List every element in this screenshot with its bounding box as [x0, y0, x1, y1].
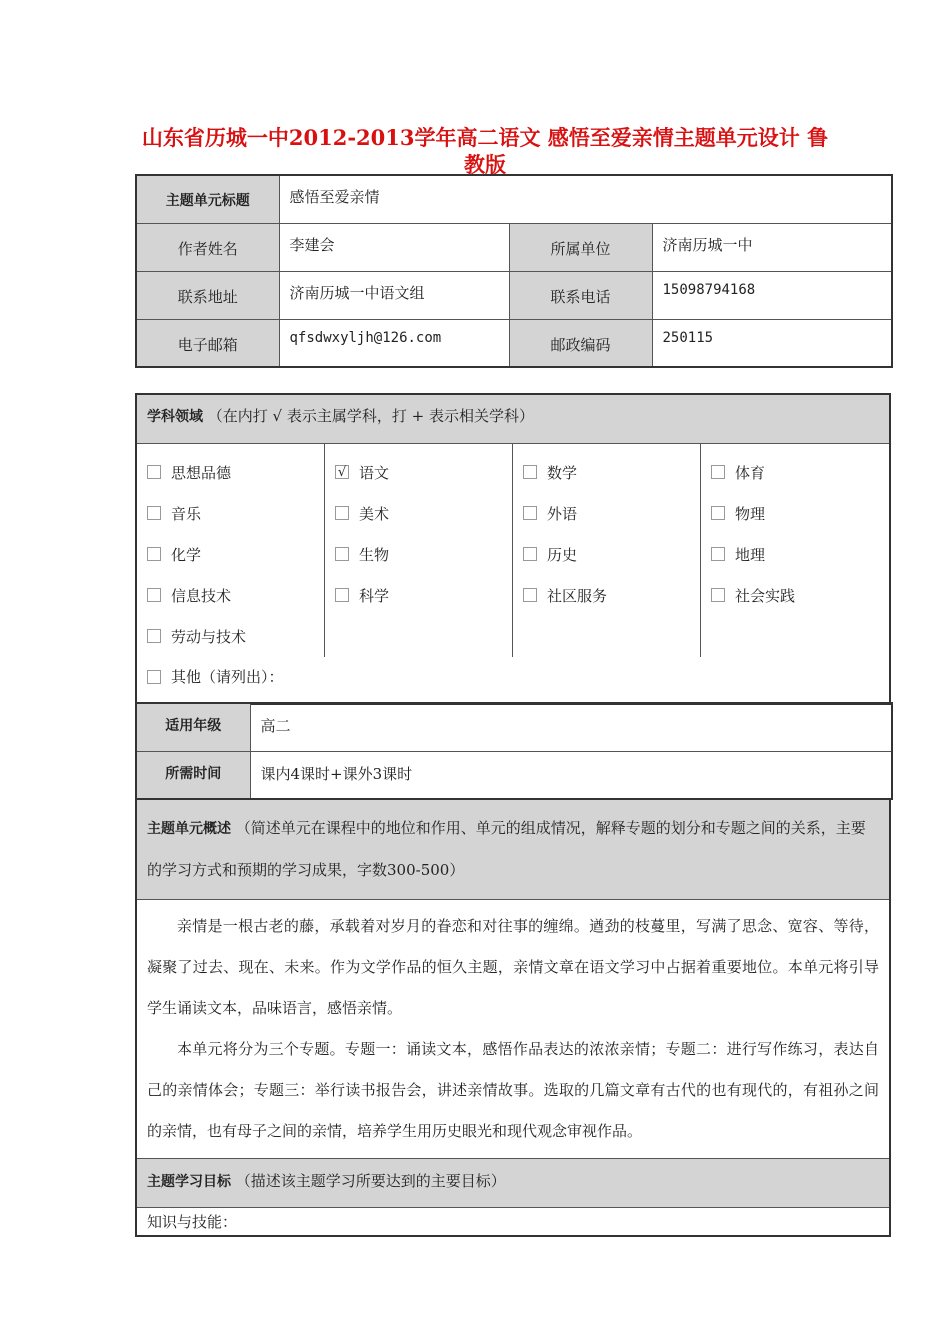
address-value: 济南历城一中语文组: [279, 271, 509, 319]
other-subject-cell: [136, 657, 890, 704]
unit-value: 济南历城一中: [652, 223, 892, 271]
subject-label: 语文: [359, 463, 390, 482]
subject-label: 生物: [359, 545, 390, 564]
subject-checkbox[interactable]: [335, 547, 349, 561]
subject-checkbox[interactable]: [147, 629, 161, 643]
email-value: qfsdwxyljh@126.com: [279, 319, 509, 367]
subject-item[interactable]: [147, 534, 324, 575]
zip-label: 邮政编码: [509, 319, 652, 367]
subject-label: 美术: [359, 504, 390, 523]
overview-paragraph-2: 本单元将分为三个专题。专题一：诵读文本，感悟作品表达的浓浓亲情；专题二：进行写作练习，表达自己的亲情体会；专题三：举行读书报告会，讲述亲情故事。选取的几篇文章有古代的也有现代的，有祖孙之间的亲情，也有母子之间的亲情，培养学生用历史眼光和现代观念审视作品。: [147, 1040, 879, 1140]
subject-label: 社会实践: [735, 586, 796, 605]
subject-checkbox[interactable]: [147, 547, 161, 561]
zip-value: 250115: [652, 319, 892, 367]
goals-label: 主题学习目标: [147, 1174, 231, 1190]
subject-checkbox[interactable]: [523, 465, 537, 479]
author-label: 作者姓名: [136, 223, 279, 271]
subject-checkbox[interactable]: [711, 547, 725, 561]
overview-label: 主题单元概述: [147, 821, 231, 837]
overview-paragraph-1: 亲情是一根古老的藤，承载着对岁月的眷恋和对往事的缠绵。遒劲的枝蔓里，写满了思念、宽容、等待，凝聚了过去、现在、未来。作为文学作品的恒久主题，亲情文章在语文学习中占据着重要地位。本单元将引导学生诵读文本，品味语言，感悟亲情。: [147, 917, 879, 1017]
subject-checkbox[interactable]: [711, 506, 725, 520]
subject-item[interactable]: [147, 493, 324, 534]
subjects-cell: [136, 443, 890, 657]
subject-item[interactable]: [147, 452, 324, 493]
subject-column: [701, 444, 889, 657]
subject-item[interactable]: [335, 493, 512, 534]
subject-label: 地理: [735, 545, 766, 564]
subject-checkbox[interactable]: [335, 506, 349, 520]
overview-table: [135, 798, 891, 1237]
grade-label: 适用年级: [136, 703, 250, 751]
time-value: 课内4课时+课外3课时: [250, 751, 892, 799]
grade-value: 高二: [250, 703, 892, 751]
author-value: 李建会: [279, 223, 509, 271]
subject-item[interactable]: [711, 534, 889, 575]
subject-item[interactable]: [711, 575, 889, 616]
overview-body: [136, 900, 890, 1159]
subject-label: 科学: [359, 586, 390, 605]
subject-item[interactable]: [523, 452, 700, 493]
time-label: 所需时间: [136, 751, 250, 799]
subject-domain-header: [136, 394, 890, 443]
subject-checkbox[interactable]: [523, 506, 537, 520]
subject-item[interactable]: [147, 616, 324, 657]
subject-checkbox[interactable]: [711, 588, 725, 602]
subject-item[interactable]: [523, 493, 700, 534]
subject-item[interactable]: [711, 493, 889, 534]
subject-item[interactable]: [523, 534, 700, 575]
email-label: 电子邮箱: [136, 319, 279, 367]
subject-column: [137, 444, 325, 657]
subject-checkbox[interactable]: [147, 506, 161, 520]
subject-label: 数学: [547, 463, 578, 482]
subject-domain-label: 学科领域: [147, 409, 203, 425]
subject-label: 社区服务: [547, 586, 608, 605]
subject-label: 信息技术: [171, 586, 232, 605]
other-subject-label: 其他（请列出）：: [171, 668, 284, 686]
address-label: 联系地址: [136, 271, 279, 319]
unit-title-value: 感悟至爱亲情: [279, 175, 892, 223]
subject-item[interactable]: [147, 575, 324, 616]
grade-time-table: [135, 702, 893, 800]
subject-domain-note: （在内打 √ 表示主属学科，打 + 表示相关学科）: [207, 407, 534, 425]
subject-item[interactable]: [335, 534, 512, 575]
other-checkbox[interactable]: [147, 670, 161, 684]
subject-column: [325, 444, 513, 657]
subject-checkbox[interactable]: [335, 588, 349, 602]
subject-checkbox[interactable]: [523, 547, 537, 561]
goals-header: [136, 1159, 890, 1208]
subject-label: 历史: [547, 545, 578, 564]
subject-label: 化学: [171, 545, 202, 564]
subject-item[interactable]: [335, 452, 512, 493]
subject-table: [135, 393, 891, 705]
subject-label: 物理: [735, 504, 766, 523]
subject-item[interactable]: [335, 575, 512, 616]
subject-checkbox[interactable]: √: [335, 465, 349, 479]
subject-label: 劳动与技术: [171, 627, 247, 646]
subject-label: 思想品德: [171, 463, 232, 482]
goals-note: （描述该主题学习所要达到的主要目标）: [235, 1172, 506, 1190]
subjects-grid: [137, 444, 889, 657]
phone-value: 15098794168: [652, 271, 892, 319]
unit-title-label: 主题单元标题: [136, 175, 279, 223]
unit-label: 所属单位: [509, 223, 652, 271]
subject-item[interactable]: [523, 575, 700, 616]
subject-checkbox[interactable]: [523, 588, 537, 602]
subject-label: 音乐: [171, 504, 202, 523]
document-title: 山东省历城一中2012-2013学年高二语文 感悟至爱亲情主题单元设计 鲁教版: [141, 125, 829, 177]
subject-label: 外语: [547, 504, 578, 523]
info-table: [135, 174, 893, 368]
knowledge-skills-label: 知识与技能：: [136, 1208, 890, 1237]
subject-checkbox[interactable]: [711, 465, 725, 479]
subject-checkbox[interactable]: [147, 588, 161, 602]
subject-label: 体育: [735, 463, 766, 482]
phone-label: 联系电话: [509, 271, 652, 319]
overview-header: [136, 799, 890, 900]
subject-checkbox[interactable]: [147, 465, 161, 479]
overview-note: （简述单元在课程中的地位和作用、单元的组成情况，解释专题的划分和专题之间的关系，主要的学习方式和预期的学习成果，字数300-500）: [147, 819, 866, 879]
subject-column: [513, 444, 701, 657]
subject-item[interactable]: [711, 452, 889, 493]
